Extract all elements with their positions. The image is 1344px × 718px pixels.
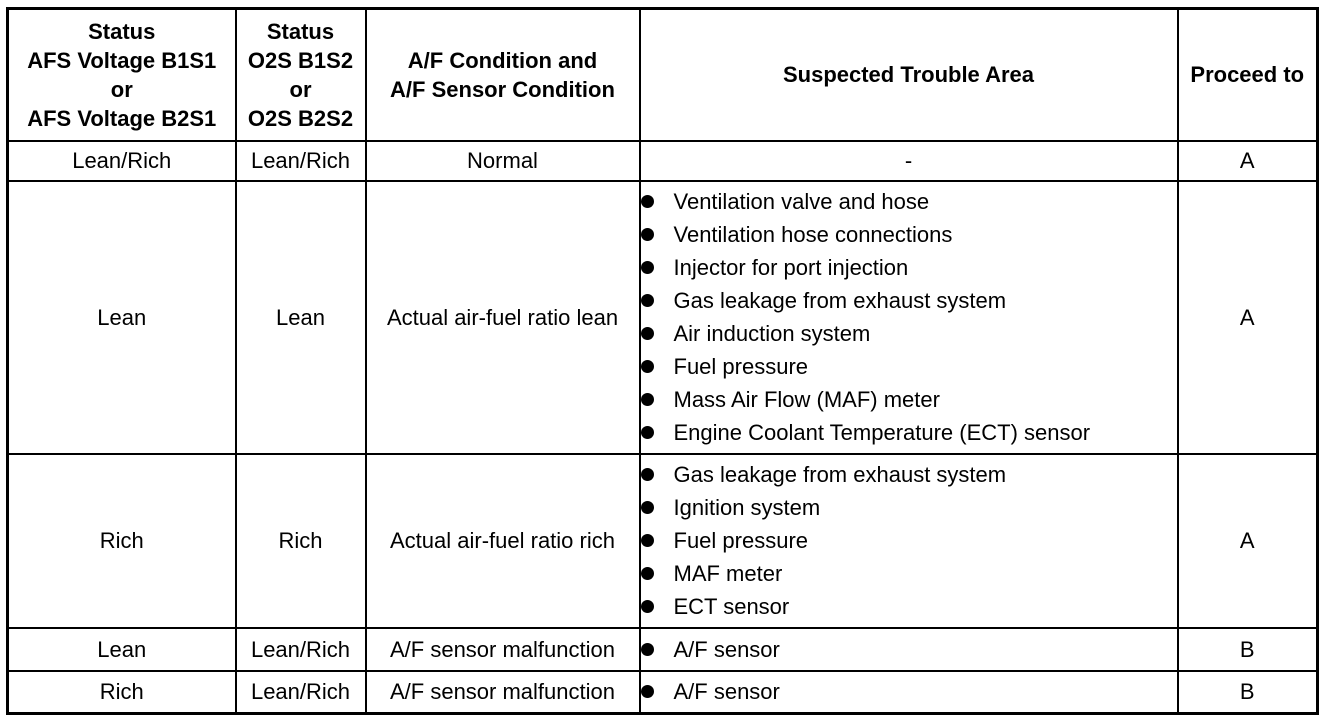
list-item: A/F sensor — [641, 675, 1177, 708]
bullet-icon — [641, 228, 654, 241]
bullet-icon — [641, 195, 654, 208]
bullet-icon — [641, 501, 654, 514]
list-item: Ignition system — [641, 491, 1177, 524]
header-afs-voltage: Status AFS Voltage B1S1 or AFS Voltage B2S1 — [8, 9, 236, 141]
cell-o2s-status: Lean/Rich — [236, 628, 366, 671]
table-row — [8, 141, 1318, 181]
cell-afs-status: Lean/Rich — [8, 141, 236, 181]
bullet-icon — [641, 360, 654, 373]
header-o2s: Status O2S B1S2 or O2S B2S2 — [236, 9, 366, 141]
cell-o2s-status: Rich — [236, 454, 366, 628]
cell-condition: Actual air-fuel ratio rich — [366, 454, 640, 628]
cell-o2s-status: Lean — [236, 181, 366, 454]
bullet-icon — [641, 426, 654, 439]
cell-proceed: A — [1178, 181, 1318, 454]
list-item: MAF meter — [641, 557, 1177, 590]
bullet-icon — [641, 534, 654, 547]
cell-o2s-status: Lean/Rich — [236, 671, 366, 714]
cell-o2s-status: Lean/Rich — [236, 141, 366, 181]
list-item: Gas leakage from exhaust system — [641, 284, 1177, 317]
header-proceed-to: Proceed to — [1178, 9, 1318, 141]
cell-trouble-area — [640, 671, 1178, 714]
trouble-area-list — [641, 633, 1177, 666]
list-item: Air induction system — [641, 317, 1177, 350]
cell-condition: A/F sensor malfunction — [366, 628, 640, 671]
list-item: Gas leakage from exhaust system — [641, 458, 1177, 491]
bullet-icon — [641, 294, 654, 307]
header-af-condition: A/F Condition and A/F Sensor Condition — [366, 9, 640, 141]
cell-trouble-area — [640, 454, 1178, 628]
cell-proceed: B — [1178, 671, 1318, 714]
bullet-icon — [641, 643, 654, 656]
cell-condition: Actual air-fuel ratio lean — [366, 181, 640, 454]
header-row — [8, 9, 1318, 141]
cell-condition: A/F sensor malfunction — [366, 671, 640, 714]
trouble-area-list — [641, 458, 1177, 623]
cell-afs-status: Lean — [8, 181, 236, 454]
bullet-icon — [641, 685, 654, 698]
trouble-area-list — [641, 675, 1177, 708]
cell-trouble-area — [640, 628, 1178, 671]
cell-afs-status: Rich — [8, 454, 236, 628]
table-row — [8, 671, 1318, 714]
list-item: ECT sensor — [641, 590, 1177, 623]
table-row — [8, 181, 1318, 454]
bullet-icon — [641, 567, 654, 580]
cell-proceed: A — [1178, 454, 1318, 628]
cell-afs-status: Lean — [8, 628, 236, 671]
bullet-icon — [641, 600, 654, 613]
list-item: Ventilation hose connections — [641, 218, 1177, 251]
list-item: A/F sensor — [641, 633, 1177, 666]
diagnosis-table — [6, 7, 1319, 715]
table-row — [8, 628, 1318, 671]
trouble-area-list — [641, 185, 1177, 449]
list-item: Mass Air Flow (MAF) meter — [641, 383, 1177, 416]
list-item: Injector for port injection — [641, 251, 1177, 284]
bullet-icon — [641, 327, 654, 340]
list-item: Ventilation valve and hose — [641, 185, 1177, 218]
cell-condition: Normal — [366, 141, 640, 181]
table-row — [8, 454, 1318, 628]
bullet-icon — [641, 261, 654, 274]
cell-proceed: B — [1178, 628, 1318, 671]
cell-proceed: A — [1178, 141, 1318, 181]
bullet-icon — [641, 393, 654, 406]
list-item: Engine Coolant Temperature (ECT) sensor — [641, 416, 1177, 449]
header-trouble-area: Suspected Trouble Area — [640, 9, 1178, 141]
list-item: Fuel pressure — [641, 524, 1177, 557]
list-item: Fuel pressure — [641, 350, 1177, 383]
cell-trouble-area: - — [640, 141, 1178, 181]
cell-trouble-area — [640, 181, 1178, 454]
bullet-icon — [641, 468, 654, 481]
cell-afs-status: Rich — [8, 671, 236, 714]
